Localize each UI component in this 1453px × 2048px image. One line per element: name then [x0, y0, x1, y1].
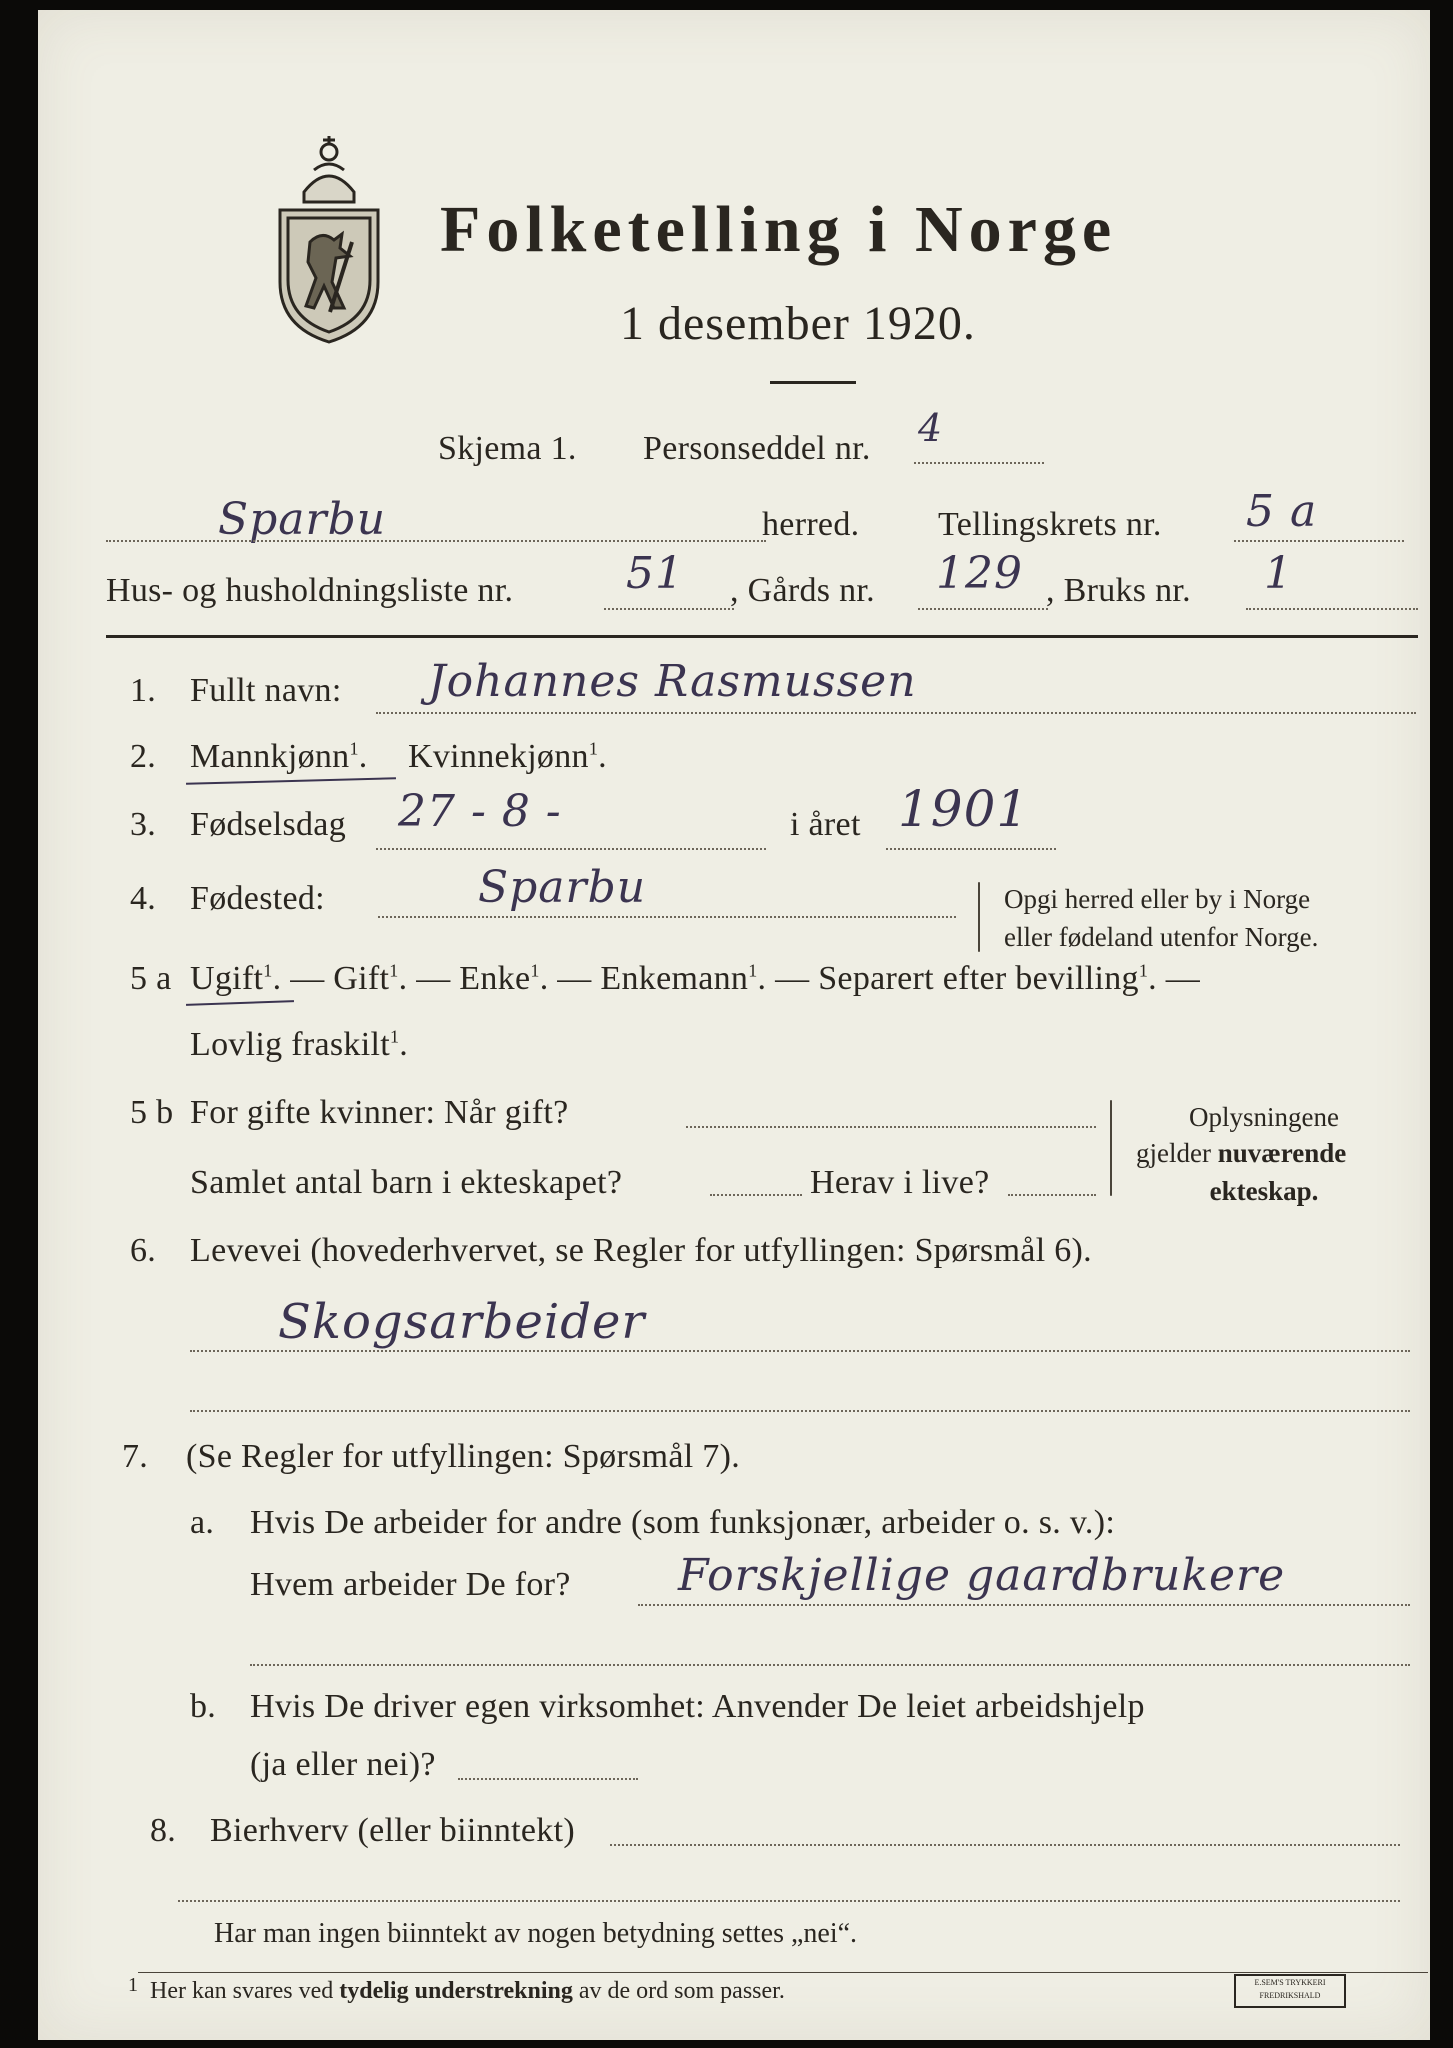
q7a-letter: a. — [190, 1504, 215, 1541]
q5b-number: 5 b — [130, 1094, 174, 1131]
q5b-alive-label: Herav i live? — [810, 1164, 990, 1201]
side-income-field[interactable] — [610, 1844, 1400, 1846]
q1-number: 1. — [130, 672, 157, 709]
q8-note: Har man ingen biinntekt av nogen betydning settes „nei“. — [214, 1918, 858, 1949]
q7-number: 7. — [122, 1438, 149, 1475]
footnote-number: 1 — [128, 1974, 138, 1996]
printer-stamp: E.SEM'S TRYKKERI FREDRIKSHALD — [1234, 1974, 1346, 2008]
husholdningsliste-value[interactable]: 51 — [626, 548, 684, 599]
q3-number: 3. — [130, 806, 157, 843]
q8-label: Bierhverv (eller biinntekt) — [210, 1812, 575, 1849]
form-title: Folketelling i Norge — [440, 193, 1118, 266]
birth-year-value[interactable]: 1901 — [898, 780, 1030, 838]
norway-coat-of-arms-icon — [270, 122, 388, 344]
header-rule — [106, 635, 1418, 638]
q7b-label: Hvis De driver egen virksomhet: Anvender De leiet arbeidshjelp — [250, 1688, 1145, 1725]
gards-label: , Gårds nr. — [730, 572, 875, 609]
q3-label: Fødselsdag — [190, 806, 346, 843]
gender-female-label: Kvinnekjønn — [408, 738, 589, 775]
gender-female-option[interactable]: Kvinnekjønn$^1$. — [408, 738, 607, 775]
birthplace-note-2: eller fødeland utenfor Norge. — [1004, 922, 1319, 952]
married-when-field[interactable] — [686, 1126, 1096, 1128]
q7-label: (Se Regler for utfyllingen: Spørsmål 7). — [186, 1438, 741, 1475]
q5b-label: For gifte kvinner: Når gift? — [190, 1094, 569, 1131]
children-total-field[interactable] — [710, 1194, 802, 1196]
marital-enke[interactable]: — Enke — [416, 960, 531, 997]
q7a-who-label: Hvem arbeider De for? — [250, 1566, 571, 1603]
employer-value[interactable]: Forskjellige gaardbrukere — [678, 1550, 1286, 1601]
birthplace-value[interactable]: Sparbu — [478, 862, 647, 913]
gards-value[interactable]: 129 — [936, 548, 1023, 599]
herred-label: herred. — [762, 506, 860, 543]
herred-value[interactable]: Sparbu — [218, 494, 387, 545]
occupation-value[interactable]: Skogsarbeider — [278, 1294, 646, 1350]
footnote: Her kan svares ved tydelig understrekning av de ord som passer. — [150, 1978, 785, 2004]
side-income-line-2[interactable] — [178, 1900, 1400, 1902]
q5b-note-3: ekteskap. — [1209, 1176, 1319, 1206]
q5b-children-label: Samlet antal barn i ekteskapet? — [190, 1164, 623, 1201]
marital-separert[interactable]: — Separert efter bevilling — [775, 960, 1139, 997]
q3-year-label: i året — [790, 806, 861, 843]
bruks-label: , Bruks nr. — [1046, 572, 1191, 609]
q6-label: Levevei (hovederhvervet, se Regler for utfyllingen: Spørsmål 6). — [190, 1232, 1092, 1269]
tellingskrets-value[interactable]: 5 a — [1246, 486, 1318, 537]
hired-help-field[interactable] — [458, 1778, 638, 1780]
children-alive-field[interactable] — [1008, 1194, 1096, 1196]
marital-fraskilt[interactable]: Lovlig fraskilt$^1$. — [190, 1026, 409, 1063]
q1-label: Fullt navn: — [190, 672, 342, 709]
birthplace-note-1: Opgi herred eller by i Norge — [1004, 884, 1311, 914]
marital-status-options[interactable]: Ugift$^1$. — Gift$^1$. — Enke$^1$. — Enkemann$^1$. — Separert efter bevilling$^1$. — — [190, 960, 1201, 997]
tellingskrets-label: Tellingskrets nr. — [938, 506, 1162, 543]
gender-male-underline — [186, 777, 396, 784]
q5a-number: 5 a — [130, 960, 172, 997]
q7b-cont-label: (ja eller nei)? — [250, 1746, 436, 1783]
ugift-underline — [186, 1000, 294, 1006]
q8-number: 8. — [150, 1812, 177, 1849]
census-form: Folketelling i Norge 1 desember 1920. Skjema 1. Personseddel nr. 4 Sparbu herred. Tellingskrets nr. 5 a Hus- og husholdningsliste nr. 51 , Gårds nr. 129 , Bruks nr. 1 1. Fullt navn: Johannes Rasmussen 2. Mannkjønn$^1$. Kvinnekjønn$^1$. 3. Fødselsdag 27 - 8 - i året 1901 4. Fødested: Sparbu Opgi herred eller by i Norge eller fødeland utenfor Norge. 5 a Ugift$^1$. — Gift$^1$. — Enke$^1$. — Enkemann$^1$. — Separert efter bevilling$^1$. — Lovlig fraskilt$^1$. 5 b For gifte kvinner: Når gift? Samlet antal barn i ekteskapet? Herav i live? Oplysningene gjelder nuværende ekteskap. 6. Levevei (hovederhvervet, se Regler for utfyllingen: Spørsmål 6). Skogsarbeider 7. (Se Regler for utfyllingen: Spørsmål 7). a. Hvis De arbeider for andre (som funksjonær, arbeider o. s. v.): Hvem arbeider De for? Forskjellige gaardbrukere b. Hvis De driver egen virksomhet: Anvender De leiet arbeidshjelp (ja eller nei)? 8. Bierhverv (eller biinntekt) Har man ingen biinntekt av nogen betydning settes „nei“. 1 Her kan svares ved tydelig understrekning av de ord som passer. E.SEM'S TRYKKERI FREDRIKSHALD — [38, 10, 1430, 2040]
occupation-line-2[interactable] — [190, 1410, 1410, 1412]
q5b-note-1: Oplysningene — [1189, 1102, 1339, 1132]
q2-number: 2. — [130, 738, 157, 775]
gender-male-option[interactable]: Mannkjønn$^1$. — [190, 738, 368, 775]
q6-number: 6. — [130, 1232, 157, 1269]
full-name-value[interactable]: Johannes Rasmussen — [428, 656, 917, 707]
marital-enkemann[interactable]: — Enkemann — [557, 960, 749, 997]
bruks-value[interactable]: 1 — [1264, 548, 1293, 599]
marital-ugift[interactable]: Ugift — [190, 960, 264, 997]
husholdningsliste-label: Hus- og husholdningsliste nr. — [106, 572, 514, 609]
gender-male-label: Mannkjønn — [190, 738, 350, 775]
q4-label: Fødested: — [190, 880, 325, 917]
form-date: 1 desember 1920. — [620, 297, 976, 350]
schema-label: Skjema 1. — [438, 430, 577, 467]
q7a-label: Hvis De arbeider for andre (som funksjonær, arbeider o. s. v.): — [250, 1504, 1116, 1541]
personseddel-value[interactable]: 4 — [918, 406, 944, 450]
employer-line-2[interactable] — [250, 1664, 1410, 1666]
birthdate-value[interactable]: 27 - 8 - — [398, 786, 562, 837]
marital-gift[interactable]: — Gift — [290, 960, 390, 997]
personseddel-label: Personseddel nr. — [643, 430, 871, 467]
q7b-letter: b. — [190, 1688, 217, 1725]
title-divider — [770, 381, 856, 384]
q4-number: 4. — [130, 880, 157, 917]
